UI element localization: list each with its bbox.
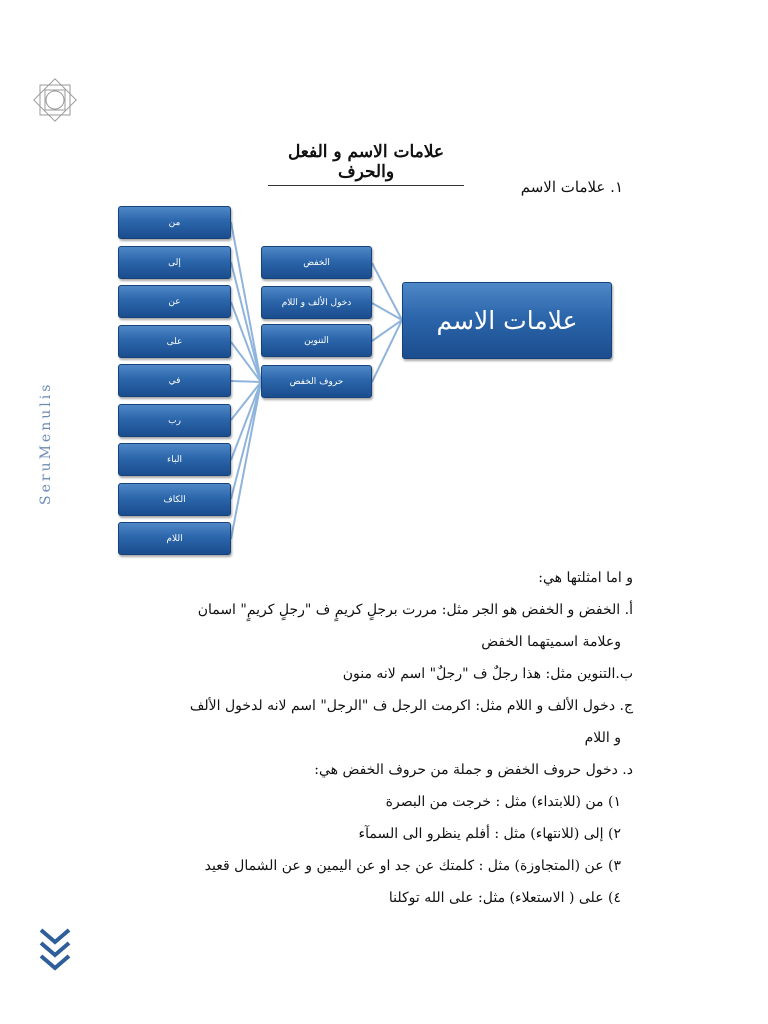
main-concept-box: علامات الاسم — [402, 282, 612, 359]
category-box: دخول الألف و اللام — [261, 286, 372, 319]
preposition-box: الباء — [118, 443, 231, 476]
preposition-box: في — [118, 364, 231, 397]
sub-item-2: ٢) إلى (للانتهاء) مثل : أفلم ينظرو الى السمآء — [358, 826, 621, 842]
item-b-line: ب.التنوين مثل: هذا رجلٌ ف "رجلٌ" اسم لانه منون — [342, 666, 633, 682]
sub-item-3: ٣) عن (المتجاوزة) مثل : كلمتك عن جد او عن اليمين و عن الشمال قعيد — [204, 858, 621, 874]
logo-star-icon — [30, 75, 80, 125]
category-box: الخفض — [261, 246, 372, 279]
page-title: علامات الاسم و الفعل والحرف — [268, 142, 464, 186]
item-d-line: د. دخول حروف الخفض و جملة من حروف الخفض هي: — [314, 762, 633, 778]
item-c-line: ج. دخول الألف و اللام مثل: اكرمت الرجل ف "الرجل" اسم لانه لدخول الألف — [189, 698, 633, 714]
sub-item-4: ٤) على ( الاستعلاء) مثل: على الله توكلنا — [388, 890, 621, 906]
examples-section — [105, 562, 633, 914]
item-a-continuation: وعلامة اسميتهما الخفض — [481, 634, 621, 650]
preposition-box: الكاف — [118, 483, 231, 516]
category-box: التنوين — [261, 324, 372, 357]
category-box: حروف الخفض — [261, 365, 372, 398]
preposition-box: اللام — [118, 522, 231, 555]
sub-item-1: ١) من (للابتداء) مثل : خرجت من البصرة — [385, 794, 621, 810]
chevron-down-icon — [38, 925, 72, 975]
preposition-box: على — [118, 325, 231, 358]
intro-line: و اما امثلتها هي: — [538, 570, 633, 586]
preposition-box: من — [118, 206, 231, 239]
preposition-box: إلى — [118, 246, 231, 279]
side-brand-text: SeruMenulis — [38, 381, 54, 505]
preposition-box: عن — [118, 285, 231, 318]
item-a-line: أ. الخفض و الخفض هو الجر مثل: مررت برجلٍ كريمٍ ف "رجلٍ كريمٍ" اسمان — [197, 602, 633, 618]
preposition-box: رب — [118, 404, 231, 437]
section-heading: ١. علامات الاسم — [520, 178, 623, 196]
item-c-continuation: و اللام — [584, 730, 621, 746]
